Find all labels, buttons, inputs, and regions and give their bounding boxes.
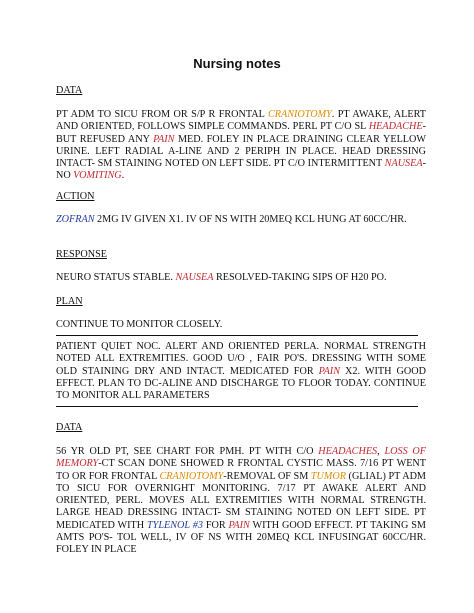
text: RESOLVED-TAKING SIPS OF H20 PO. [213,272,387,283]
highlight-term: VOMITING [73,170,122,182]
text: -CT SCAN DONE SHOWED R FRONTAL CYSTIC MASS. 7/16 PT WENT TO OR FOR FRONTAL [56,458,426,482]
text: WITH GOOD EFFECT. PT TAKING SM AMTS PO'S- TOL WELL, IV OF NS WITH 20MEQ KCL INFUSINGAT 60CC/HR. FOLEY IN PLACE [56,519,426,556]
noc-note-paragraph [56,341,426,402]
section-heading: DATA [56,422,83,433]
highlight-term: NAUSEA [384,158,423,170]
text: PT ADM TO SICU FROM OR S/P R FRONTAL [56,109,268,120]
highlight-term: TUMOR [310,470,346,482]
highlight-term: PAIN [228,519,250,531]
page-title: Nursing notes [193,56,281,71]
highlight-term: ZOFRAN [56,214,95,225]
text: CONTINUE TO MONITOR CLOSELY. [56,319,223,330]
divider-top [56,335,418,336]
highlight-term: LOSS OF MEMORY [56,446,426,470]
text: , [377,446,385,457]
highlight-term: PAIN [153,133,175,145]
data-paragraph-2 [56,446,426,557]
plan-heading [56,296,426,308]
plan-paragraph [56,319,426,331]
highlight-term: NAUSEA [175,272,214,283]
text: -REMOVAL OF SM [223,470,311,482]
text: 56 YR OLD PT, SEE CHART FOR PMH. PT WITH C/O [56,446,319,457]
action-paragraph [56,214,426,226]
action-heading [56,191,426,203]
text: - BUT REFUSED ANY [56,121,426,145]
text: - NO [56,158,426,182]
text: . PT AWAKE, ALERT AND ORIENTED, FOLLOWS SIMPLE COMMANDS. PERL PT C/O SL [56,109,427,133]
text: X2. WITH GOOD EFFECT. PLAN TO DC-ALINE AND DISCHARGE TO FLOOR TODAY. CONTINUE TO MONITOR ALL PARAMETERS [56,365,426,402]
data-paragraph-1 [56,109,426,183]
highlight-term: CRANIOTOMY [159,470,224,482]
section-heading: RESPONSE [56,249,107,260]
section-heading: PLAN [56,296,83,307]
divider-bottom [56,406,418,407]
section-heading: DATA [56,85,83,96]
text: NEURO STATUS STABLE. [56,272,176,283]
text: . [121,170,125,182]
highlight-term: HEADACHE [368,121,423,133]
text: FOR [202,519,229,531]
text: 2MG IV GIVEN X1. IV OF NS WITH 20MEQ KCL HUNG AT 60CC/HR. [94,214,407,225]
response-heading [56,249,426,261]
highlight-term: HEADACHES [318,446,378,457]
highlight-term: TYLENOL #3 [147,519,203,531]
highlight-term: CRANIOTOMY [267,109,332,120]
text: MED. FOLEY IN PLACE DRAINING CLEAR YELLOW URINE. LEFT RADIAL A-LINE AND 2 PERIPH IN PLACE. HEAD DRESSING INTACT- SM STAINING NOTED ON LEFT SIDE. PT C/O INTERMITTENT [56,133,426,170]
text: PATIENT QUIET NOC. ALERT AND ORIENTED PERLA. NORMAL STRENGTH NOTED ALL EXTREMITIES. GOOD U/O , FAIR PO'S. DRESSING WITH SOME OLD STAINING DRY AND INTACT. MEDICATED FOR [56,341,426,377]
data-heading-2 [56,422,426,434]
section-heading: ACTION [56,191,95,202]
data-heading-1 [56,85,426,97]
text: (GLIAL) PT ADM TO SICU FOR OVERNIGHT MONITORING. 7/17 PT AWAKE ALERT AND ORIENTED, PERL. MOVES ALL EXTREMITIES WITH NORMAL STRENGTH. LARGE HEAD DRESSING INTACT- SM STAINING NOTED ON LEFT SIDE. PT MEDICATED WITH [56,470,426,531]
response-paragraph [56,272,426,284]
highlight-term: PAIN [318,365,340,377]
